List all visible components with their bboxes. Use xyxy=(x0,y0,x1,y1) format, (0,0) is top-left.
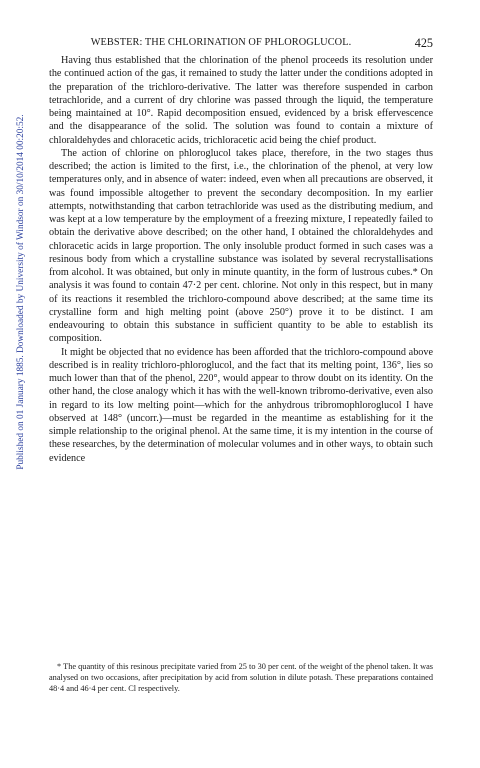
footnote-block xyxy=(49,661,433,694)
page-header xyxy=(49,36,433,50)
footnote: * The quantity of this resinous precipitate varied from 25 to 30 per cent. of the weight of the phenol taken. It was analysed on two occasions, after precipitation by acid from solution in dilute potash. These preparations contained 48·4 and 46·4 per cent. Cl respectively. xyxy=(49,662,433,693)
running-head: WEBSTER: THE CHLORINATION OF PHLOROGLUCOL. xyxy=(90,37,352,48)
page-number: 425 xyxy=(414,36,433,50)
download-watermark: Published on 01 January 1885. Downloaded by University of Windsor on 30/10/2014 00:20:52. xyxy=(16,114,26,470)
body-text xyxy=(49,54,433,465)
paragraph: Having thus established that the chlorination of the phenol proceeds its resolution under the continued action of the gas, it remained to study the latter under the conditions adopted in the preparation of the trichloro-derivative. The latter was therefore suspended in carbon tetrachloride, and a current of dry chlorine was passed through the liquid, the temperature being maintained at 10°. Rapid decomposition ensued, evidenced by a brisk effervescence and the disappearance of the solid. The solution was found to contain a mixture of chloraldehydes and chloracetic acids, trichloracetic acid being the chief product. xyxy=(49,55,433,146)
paragraph: The action of chlorine on phloroglucol takes place, therefore, in the two stages thus described; the action is limited to the first, i.e., the chlorination of the phenol, at very low temperatures only, and in absence of water: indeed, even when all precautions are observed, it was found impossible altogether to prevent the secondary decomposition. In my earlier attempts, notwithstanding that carbon tetrachloride was used as the distributing medium, and was kept at a low temperature by the employment of a freezing mixture, I repeatedly failed to obtain the derivative above described; on the other hand, I obtained the chloraldehydes and chloracetic acids in large proportion. The only insoluble product formed in such cases was a resinous body from which a crystalline substance was isolated by several recrystallisations from alcohol. It was obtained, but only in minute quantity, in the form of lustrous cubes.* On analysis it was found to contain 47·2 per cent. chlorine. Not only in this respect, but in many of its reactions it resembled the trichloro-compound above described; at the same time its crystalline form and high melting point (above 250°) prove it to be distinct. I am endeavouring to obtain this substance in sufficient quantity to be able to establish its composition. xyxy=(49,147,433,345)
paragraph: It might be objected that no evidence has been afforded that the trichloro-compound above described is in reality trichloro-phloroglucol, and the fact that its melting point, 136°, lies so much lower than that of the phenol, 220°, would appear to throw doubt on its identity. On the other hand, the close analogy which it has with the well-known tribromo-derivative, even also in regard to its low melting point—which for the anhydrous tribromophloroglucol I have observed at 148° (uncorr.)—must be regarded in the meantime as establishing for it the simple relationship to the original phenol. At the same time, it is my intention in the course of these researches, by the determination of molecular volumes and in other ways, to obtain such evidence xyxy=(49,346,433,464)
